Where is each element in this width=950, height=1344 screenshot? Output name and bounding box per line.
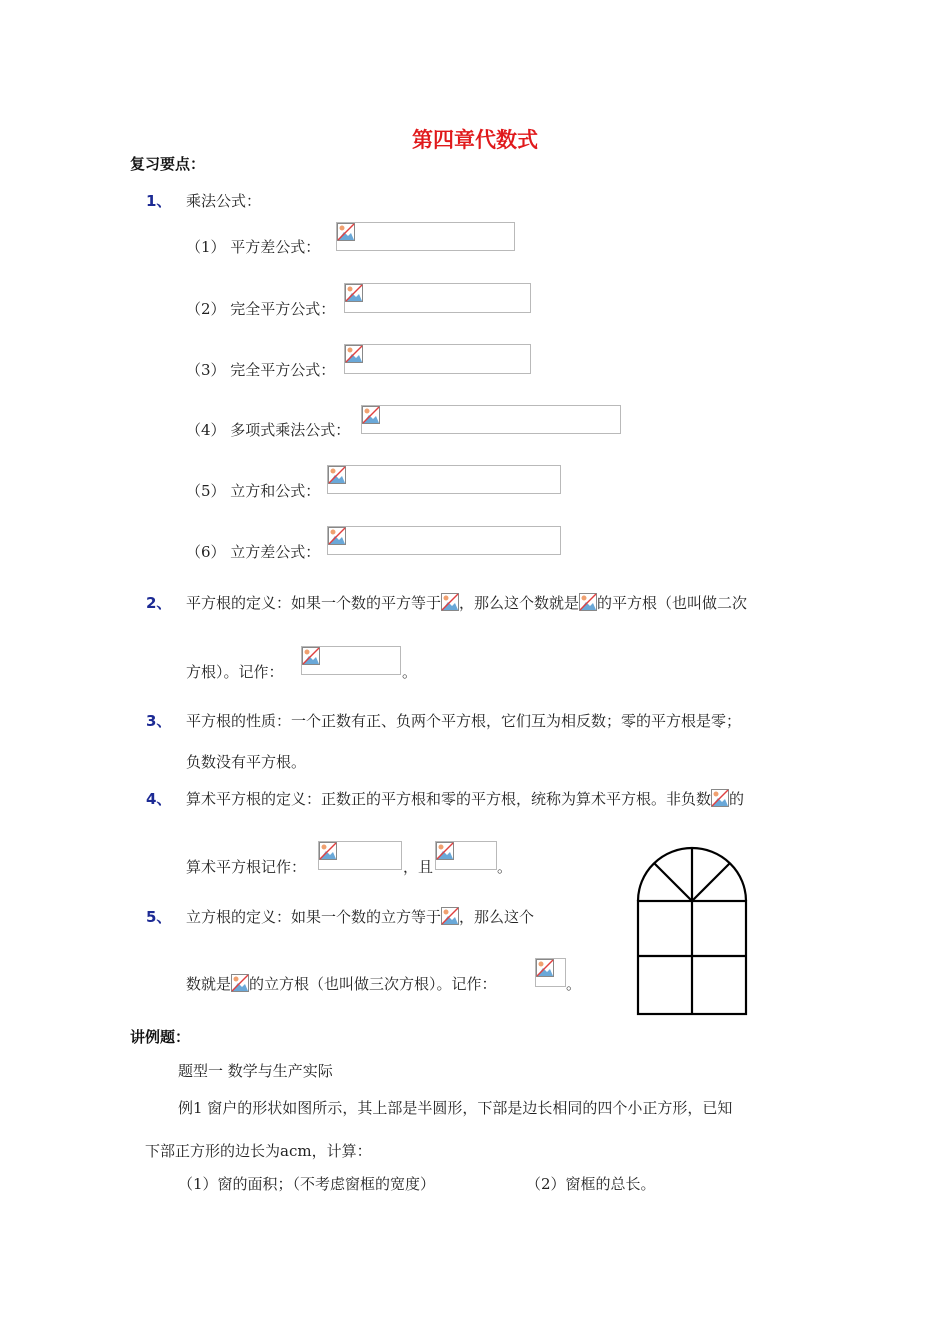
formula-label-6: （6） 立方差公式： (186, 543, 321, 561)
broken-image-icon (441, 593, 459, 611)
item-text-5: 立方根的定义：如果一个数的立方等于 ，那么这个 (186, 908, 535, 926)
period: 。 (497, 858, 513, 876)
formula-image-box (535, 958, 566, 987)
formula-image-box (318, 841, 402, 870)
example-type: 题型一 数学与生产实际 (178, 1062, 333, 1080)
formula-label-5: （5） 立方和公式： (186, 482, 321, 500)
broken-image-icon (711, 789, 729, 807)
broken-image-icon (319, 842, 337, 860)
review-heading: 复习要点： (130, 155, 206, 173)
page-title: 第四章代数式 (412, 128, 538, 152)
broken-image-icon (337, 223, 355, 241)
broken-image-icon (302, 647, 320, 665)
broken-image-icon (328, 466, 346, 484)
item-text-1: 乘法公式： (186, 192, 262, 210)
broken-image-icon (362, 406, 380, 424)
broken-image-icon (441, 907, 459, 925)
example-line-2: 下部正方形的边长为acm，计算： (145, 1142, 372, 1160)
item-text-5-cont: 数就是 的立方根（也叫做三次方根）。记作： (186, 975, 497, 993)
question-1: （1）窗的面积；（不考虑窗框的宽度） (178, 1175, 436, 1193)
item-text-2: 平方根的定义：如果一个数的平方等于 ，那么这个数就是 的平方根（也叫做二次 (186, 594, 748, 612)
item-number-4: 4、 (146, 790, 172, 808)
broken-image-icon (345, 284, 363, 302)
formula-image-box (344, 344, 531, 374)
item-text-4: 算术平方根的定义：正数正的平方根和零的平方根，统称为算术平方根。非负数 的 (186, 790, 745, 808)
item-text-2-cont: 方根）。记作： (186, 663, 284, 681)
question-2: （2）窗框的总长。 (526, 1175, 656, 1193)
window-diagram (630, 840, 754, 1020)
broken-image-icon (328, 527, 346, 545)
formula-image-box (361, 405, 621, 434)
formula-label-2: （2） 完全平方公式： (186, 300, 336, 318)
broken-image-icon (436, 842, 454, 860)
formula-image-box (344, 283, 531, 313)
item-number-2: 2、 (146, 594, 172, 612)
period: 。 (402, 663, 418, 681)
formula-image-box (301, 646, 401, 675)
item-text-4-cont: 算术平方根记作： (186, 858, 307, 876)
examples-heading: 讲例题： (130, 1028, 191, 1046)
period: 。 (566, 975, 582, 993)
item-number-5: 5、 (146, 908, 172, 926)
item-number-3: 3、 (146, 712, 172, 730)
item-text-3-cont: 负数没有平方根。 (186, 753, 307, 771)
formula-image-box (327, 465, 561, 494)
broken-image-icon (579, 593, 597, 611)
formula-label-3: （3） 完全平方公式： (186, 361, 336, 379)
item-number-1: 1、 (146, 192, 172, 210)
example-line-1: 例1 窗户的形状如图所示，其上部是半圆形，下部是边长相同的四个小正方形，已知 (178, 1099, 733, 1117)
formula-image-box (327, 526, 561, 555)
formula-label-4: （4） 多项式乘法公式： (186, 421, 351, 439)
formula-image-box (435, 841, 497, 870)
broken-image-icon (536, 959, 554, 977)
broken-image-icon (345, 345, 363, 363)
broken-image-icon (231, 974, 249, 992)
item-text-3: 平方根的性质：一个正数有正、负两个平方根，它们互为相反数；零的平方根是零； (186, 712, 742, 730)
formula-image-box (336, 222, 515, 251)
formula-label-1: （1） 平方差公式： (186, 238, 321, 256)
and-text: ，且 (403, 858, 434, 876)
